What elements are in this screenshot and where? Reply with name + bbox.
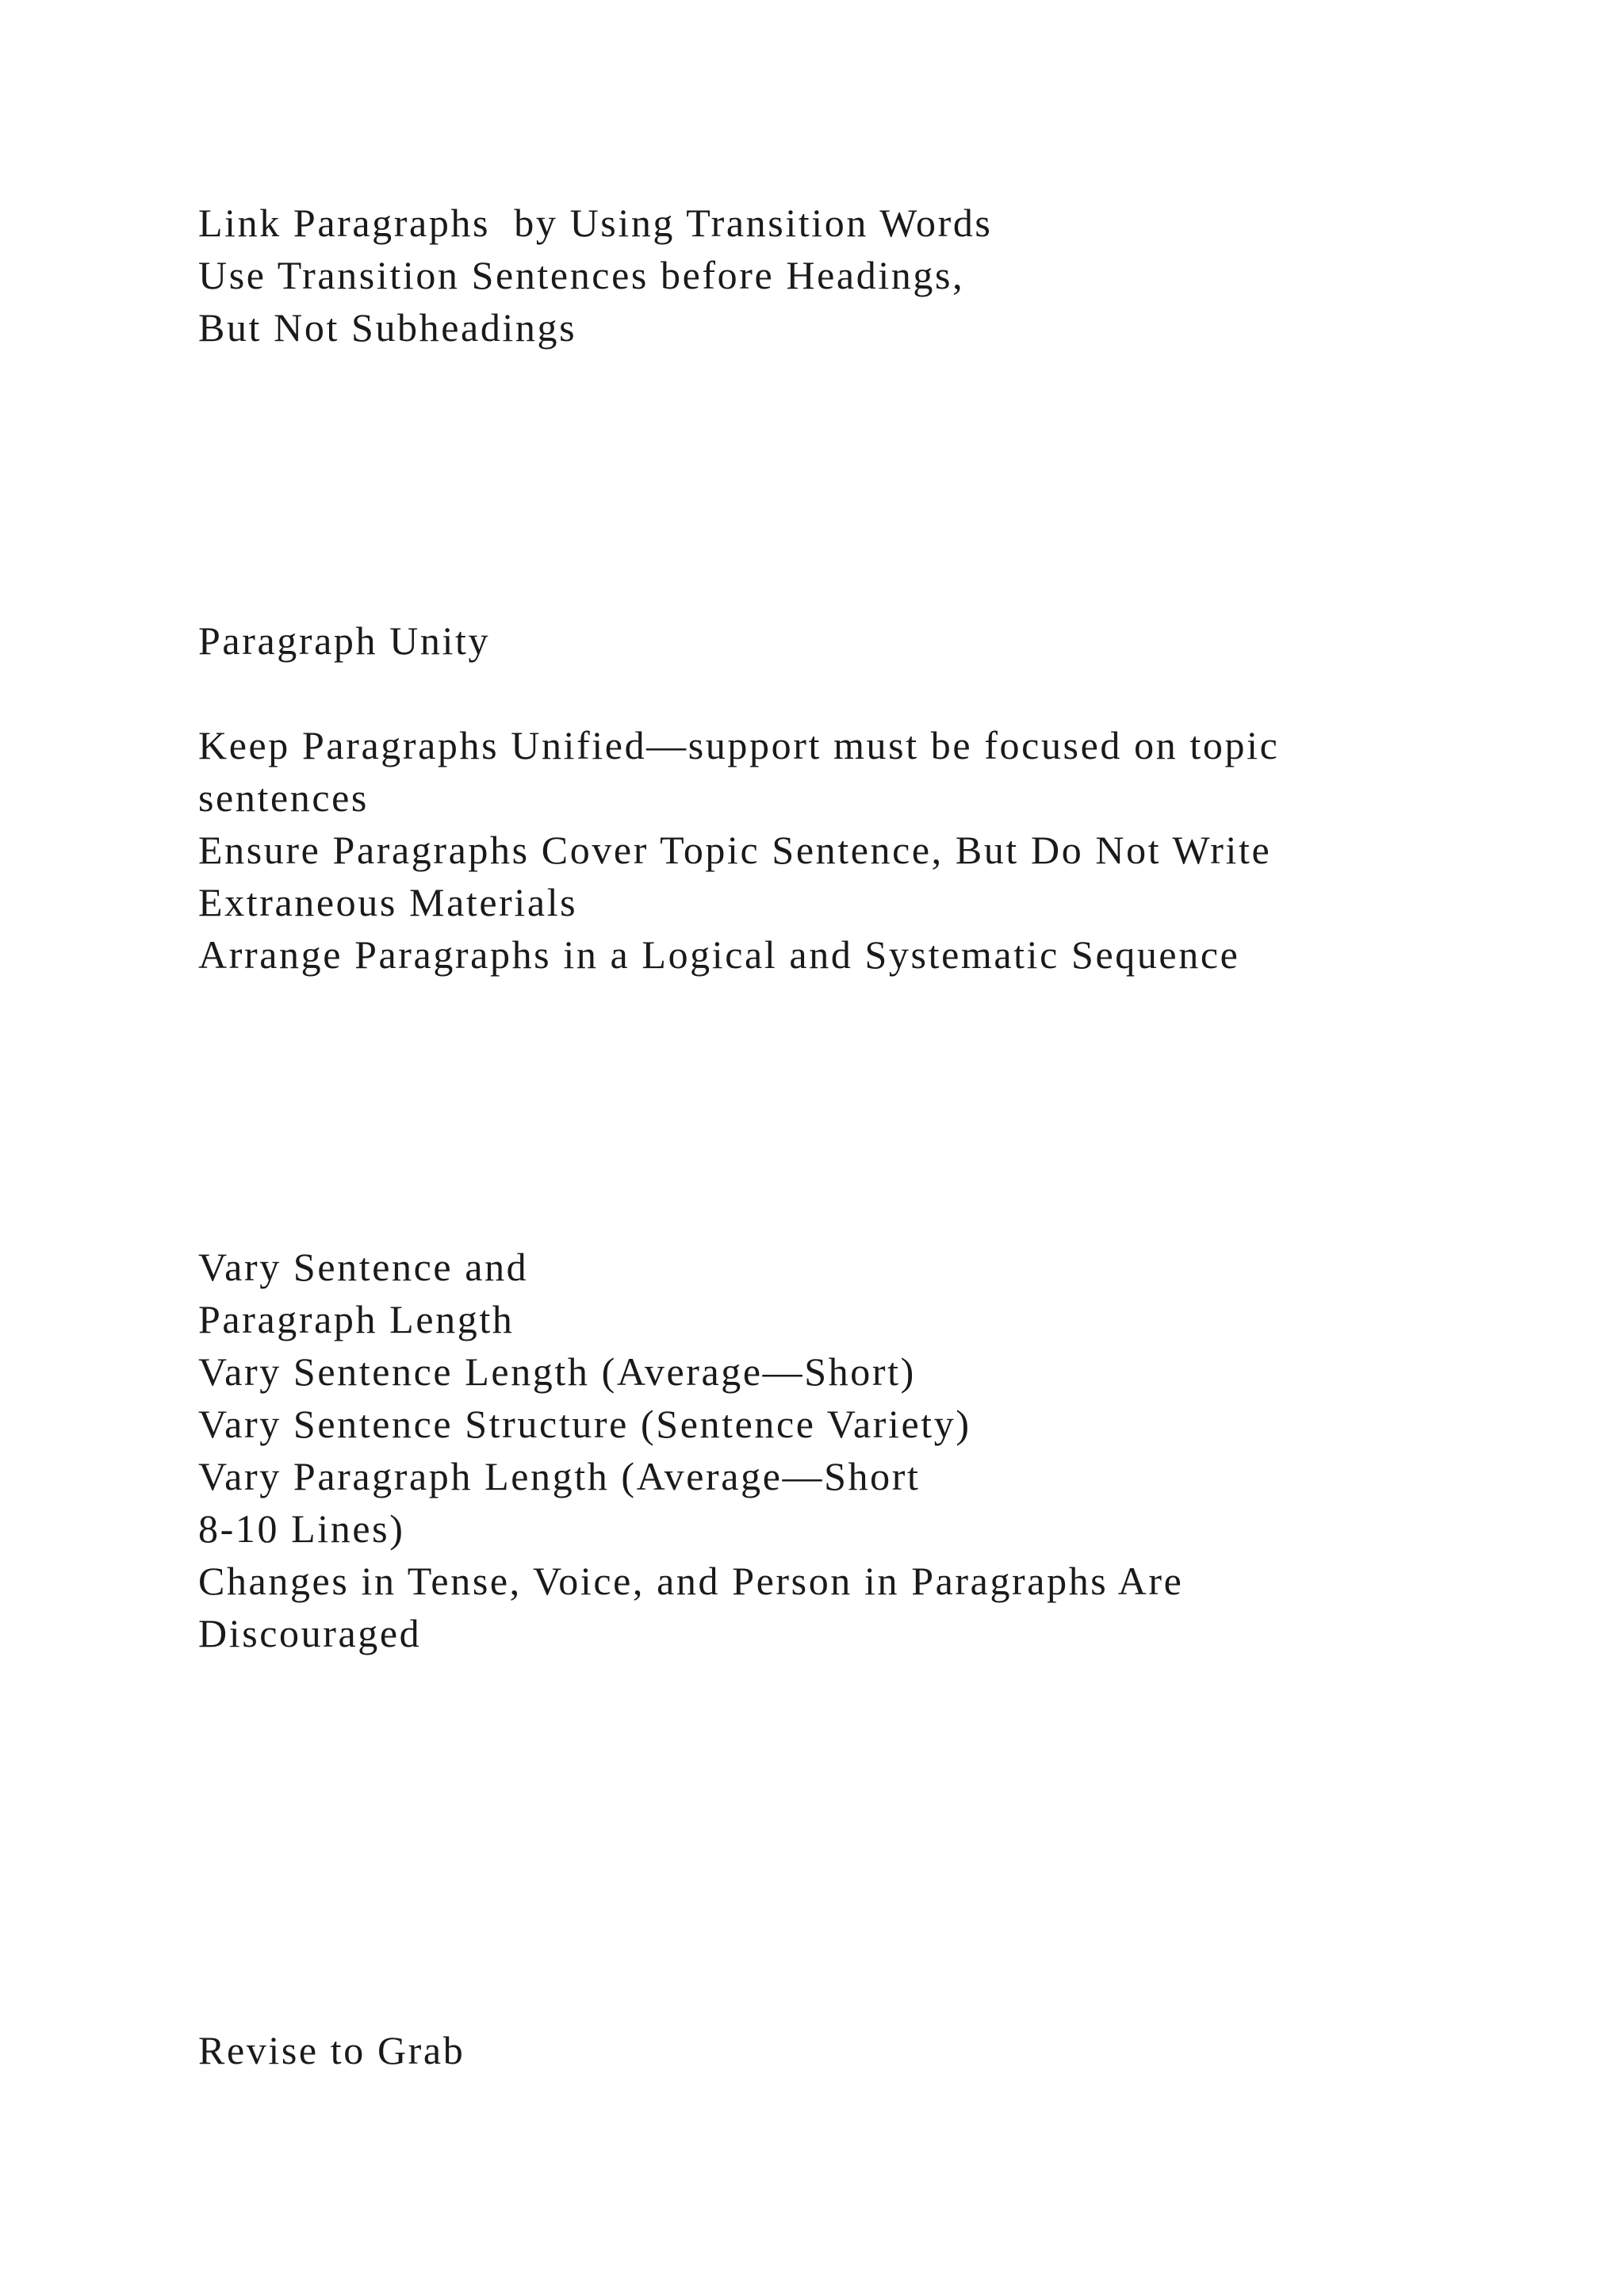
text-line: Revise to Grab bbox=[198, 2028, 465, 2072]
text-line: Vary Paragraph Length (Average—Short bbox=[198, 1454, 921, 1498]
text-line: Vary Sentence Length (Average—Short) bbox=[198, 1349, 916, 1394]
text-line: Paragraph Length bbox=[198, 1297, 515, 1341]
text-line: Arrange Paragraphs in a Logical and Systematic Sequence bbox=[198, 932, 1240, 977]
section-heading: Paragraph Unity bbox=[198, 618, 491, 663]
text-line: Changes in Tense, Voice, and Person in Paragraphs Are bbox=[198, 1559, 1184, 1603]
blank-line bbox=[198, 667, 1507, 719]
section-vary-length bbox=[198, 1241, 1507, 1659]
text-line: Extraneous Materials bbox=[198, 880, 578, 924]
text-line: sentences bbox=[198, 775, 369, 820]
text-line: Ensure Paragraphs Cover Topic Sentence, But Do Not Write bbox=[198, 828, 1272, 872]
text-line: 8-10 Lines) bbox=[198, 1506, 405, 1551]
text-line: Link Paragraphs by Using Transition Words bbox=[198, 201, 993, 245]
text-line: Use Transition Sentences before Headings, bbox=[198, 253, 965, 297]
text-line: Vary Sentence Structure (Sentence Variety) bbox=[198, 1402, 971, 1446]
text-line: Keep Paragraphs Unified—support must be focused on topic bbox=[198, 723, 1280, 767]
section-transitions bbox=[198, 197, 1507, 354]
section-revise bbox=[198, 2024, 1507, 2076]
text-line: Vary Sentence and bbox=[198, 1245, 529, 1289]
text-line: Discouraged bbox=[198, 1611, 422, 1655]
text-line: But Not Subheadings bbox=[198, 305, 577, 350]
section-paragraph-unity bbox=[198, 614, 1507, 981]
